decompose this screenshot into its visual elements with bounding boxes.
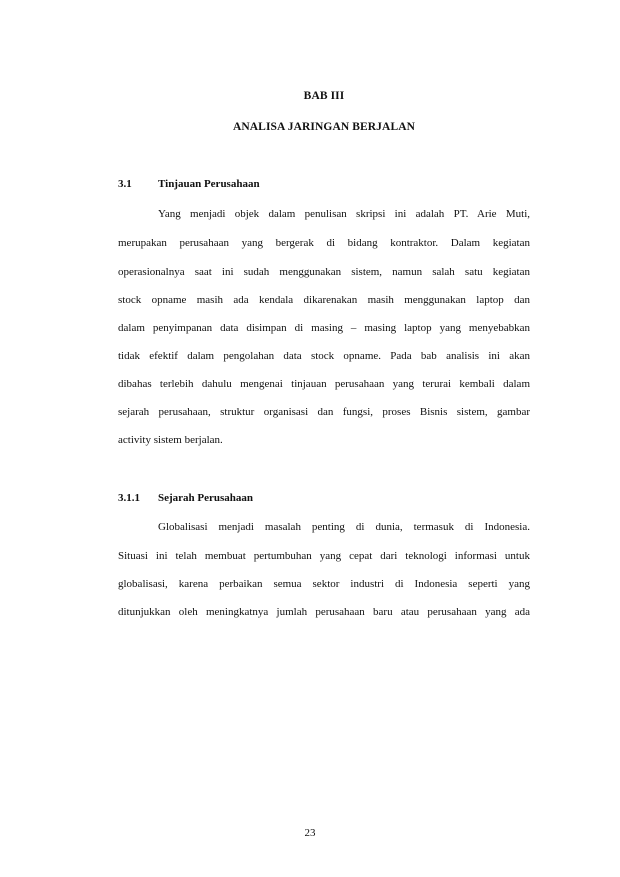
paragraph-line: dalam penyimpanan data disimpan di masing – masing laptop yang menyebabkan xyxy=(118,322,530,334)
page-number: 23 xyxy=(304,827,316,839)
chapter-label: BAB III xyxy=(303,90,345,102)
paragraph-line: operasionalnya saat ini sudah menggunakan sistem, namun salah satu kegiatan xyxy=(118,266,530,278)
chapter-title: ANALISA JARINGAN BERJALAN xyxy=(232,121,416,133)
paragraph-line: sejarah perusahaan, struktur organisasi dan fungsi, proses Bisnis sistem, gambar xyxy=(118,406,530,418)
section-heading-3-1 xyxy=(118,178,260,190)
paragraph-line: activity sistem berjalan. xyxy=(118,434,223,446)
paragraph-line: Globalisasi menjadi masalah penting di dunia, termasuk di Indonesia. xyxy=(158,521,530,533)
section-title: Tinjauan Perusahaan xyxy=(158,178,260,190)
paragraph-line: merupakan perusahaan yang bergerak di bidang kontraktor. Dalam kegiatan xyxy=(118,237,530,249)
section-heading-3-1-1 xyxy=(118,492,253,504)
paragraph-line: stock opname masih ada kendala dikarenakan masih menggunakan laptop dan xyxy=(118,294,530,306)
paragraph-line: globalisasi, karena perbaikan semua sektor industri di Indonesia seperti yang xyxy=(118,578,530,590)
section-title: Sejarah Perusahaan xyxy=(158,492,254,504)
section-number: 3.1 xyxy=(118,178,132,190)
paragraph-line: ditunjukkan oleh meningkatnya jumlah perusahaan baru atau perusahaan yang ada xyxy=(118,606,530,618)
paragraph-line: Situasi ini telah membuat pertumbuhan yang cepat dari teknologi informasi untuk xyxy=(118,550,530,562)
section-number: 3.1.1 xyxy=(118,492,140,504)
paragraph-line: Yang menjadi objek dalam penulisan skripsi ini adalah PT. Arie Muti, xyxy=(158,208,530,220)
paragraph-line: tidak efektif dalam pengolahan data stock opname. Pada bab analisis ini akan xyxy=(118,350,530,362)
paragraph-line: dibahas terlebih dahulu mengenai tinjauan perusahaan yang terurai kembali dalam xyxy=(118,378,530,390)
